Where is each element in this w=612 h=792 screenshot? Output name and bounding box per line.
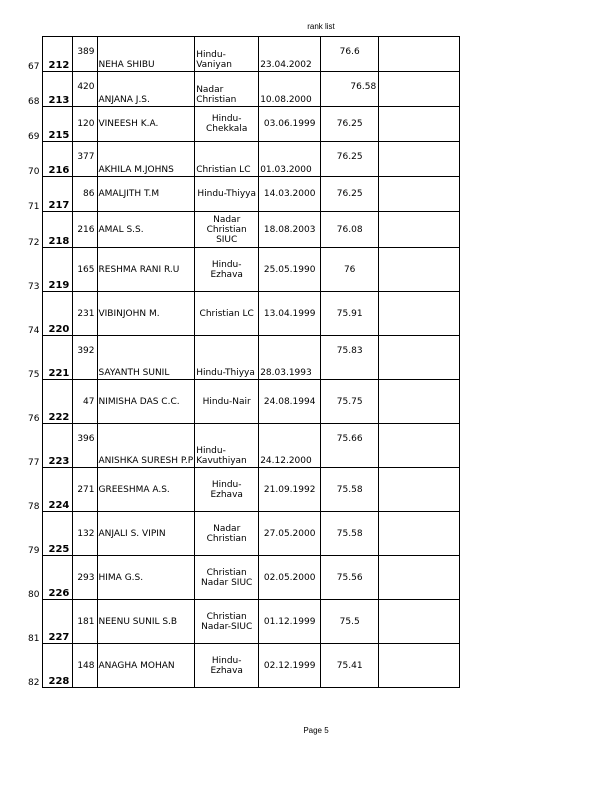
category: Hindu-Ezhava xyxy=(195,468,259,512)
serial-number: 81 xyxy=(28,633,40,644)
application-number: 181 xyxy=(72,600,97,644)
table-row xyxy=(20,556,460,600)
empty-cell xyxy=(379,336,460,380)
empty-cell xyxy=(379,177,460,212)
date-of-birth: 24.12.2000 xyxy=(259,424,321,468)
date-of-birth: 23.04.2002 xyxy=(259,37,321,72)
candidate-name: NEENU SUNIL S.B xyxy=(97,600,195,644)
rank-number: 213 xyxy=(42,72,72,107)
table-row xyxy=(20,424,460,468)
application-number: 396 xyxy=(72,424,97,468)
empty-cell xyxy=(379,512,460,556)
table-row xyxy=(20,600,460,644)
candidate-name: AMALJITH T.M xyxy=(97,177,195,212)
candidate-name: AKHILA M.JOHNS xyxy=(97,142,195,177)
serial-number: 73 xyxy=(28,281,40,292)
table-row xyxy=(20,212,460,248)
table-row xyxy=(20,336,460,380)
score: 75.58 xyxy=(321,512,379,556)
table-row xyxy=(20,72,460,107)
candidate-name: HIMA G.S. xyxy=(97,556,195,600)
candidate-name: VINEESH K.A. xyxy=(97,107,195,142)
table-row xyxy=(20,380,460,424)
candidate-name: AMAL S.S. xyxy=(97,212,195,248)
empty-cell xyxy=(379,292,460,336)
score: 75.66 xyxy=(321,424,379,468)
empty-cell xyxy=(379,556,460,600)
category: Nadar Christian xyxy=(195,512,259,556)
score: 76 xyxy=(321,248,379,292)
application-number: 47 xyxy=(72,380,97,424)
application-number: 148 xyxy=(72,644,97,688)
candidate-name: GREESHMA A.S. xyxy=(97,468,195,512)
date-of-birth: 01.03.2000 xyxy=(259,142,321,177)
empty-cell xyxy=(379,380,460,424)
candidate-name: SAYANTH SUNIL xyxy=(97,336,195,380)
application-number: 120 xyxy=(72,107,97,142)
category: Hindu-Thiyya xyxy=(195,336,259,380)
date-of-birth: 03.06.1999 xyxy=(259,107,321,142)
rank-number: 219 xyxy=(42,248,72,292)
application-number: 271 xyxy=(72,468,97,512)
empty-cell xyxy=(379,248,460,292)
category: Nadar Christian xyxy=(195,72,259,107)
rank-number: 215 xyxy=(42,107,72,142)
page-footer: Page 5 xyxy=(303,726,329,735)
score: 76.6 xyxy=(321,37,379,72)
category: Hindu-Thiyya xyxy=(195,177,259,212)
empty-cell xyxy=(379,212,460,248)
empty-cell xyxy=(379,644,460,688)
application-number: 86 xyxy=(72,177,97,212)
application-number: 420 xyxy=(72,72,97,107)
score: 76.25 xyxy=(321,142,379,177)
rank-number: 224 xyxy=(42,468,72,512)
table-row xyxy=(20,248,460,292)
table-row xyxy=(20,644,460,688)
serial-number: 74 xyxy=(28,325,40,336)
score: 75.91 xyxy=(321,292,379,336)
serial-number: 75 xyxy=(28,369,40,380)
category: Hindu-Ezhava xyxy=(195,248,259,292)
score: 76.58 xyxy=(321,72,379,107)
application-number: 293 xyxy=(72,556,97,600)
table-row xyxy=(20,37,460,72)
score: 75.56 xyxy=(321,556,379,600)
serial-number: 72 xyxy=(28,237,40,248)
date-of-birth: 02.12.1999 xyxy=(259,644,321,688)
table-row xyxy=(20,512,460,556)
application-number: 216 xyxy=(72,212,97,248)
empty-cell xyxy=(379,468,460,512)
rank-number: 221 xyxy=(42,336,72,380)
candidate-name: ANAGHA MOHAN xyxy=(97,644,195,688)
date-of-birth: 01.12.1999 xyxy=(259,600,321,644)
category: Hindu-Kavuthiyan xyxy=(195,424,259,468)
table-row xyxy=(20,292,460,336)
page-header: rank list xyxy=(307,22,335,31)
category: Hindu-Chekkala xyxy=(195,107,259,142)
rank-number: 220 xyxy=(42,292,72,336)
category: Christian LC xyxy=(195,142,259,177)
table-row xyxy=(20,468,460,512)
rank-number: 223 xyxy=(42,424,72,468)
candidate-name: NEHA SHIBU xyxy=(97,37,195,72)
serial-number: 80 xyxy=(28,589,40,600)
score: 76.25 xyxy=(321,107,379,142)
application-number: 132 xyxy=(72,512,97,556)
score: 76.08 xyxy=(321,212,379,248)
application-number: 392 xyxy=(72,336,97,380)
score: 75.75 xyxy=(321,380,379,424)
category: Hindu-Ezhava xyxy=(195,644,259,688)
rank-number: 228 xyxy=(42,644,72,688)
rank-number: 216 xyxy=(42,142,72,177)
serial-number: 78 xyxy=(28,501,40,512)
serial-number: 79 xyxy=(28,545,40,556)
serial-number: 68 xyxy=(28,96,40,107)
table-row xyxy=(20,107,460,142)
date-of-birth: 24.08.1994 xyxy=(259,380,321,424)
category: Christian Nadar-SIUC xyxy=(195,600,259,644)
empty-cell xyxy=(379,107,460,142)
application-number: 165 xyxy=(72,248,97,292)
empty-cell xyxy=(379,424,460,468)
table-row xyxy=(20,177,460,212)
score: 75.41 xyxy=(321,644,379,688)
score: 75.83 xyxy=(321,336,379,380)
date-of-birth: 21.09.1992 xyxy=(259,468,321,512)
date-of-birth: 25.05.1990 xyxy=(259,248,321,292)
rank-number: 217 xyxy=(42,177,72,212)
date-of-birth: 18.08.2003 xyxy=(259,212,321,248)
empty-cell xyxy=(379,142,460,177)
date-of-birth: 14.03.2000 xyxy=(259,177,321,212)
serial-number: 70 xyxy=(28,166,40,177)
category: Christian LC xyxy=(195,292,259,336)
serial-number: 67 xyxy=(28,61,40,72)
rank-list-table xyxy=(20,36,460,688)
candidate-name: RESHMA RANI R.U xyxy=(97,248,195,292)
application-number: 231 xyxy=(72,292,97,336)
date-of-birth: 10.08.2000 xyxy=(259,72,321,107)
serial-number: 69 xyxy=(28,131,40,142)
serial-number: 76 xyxy=(28,413,40,424)
date-of-birth: 13.04.1999 xyxy=(259,292,321,336)
candidate-name: VIBINJOHN M. xyxy=(97,292,195,336)
score: 76.25 xyxy=(321,177,379,212)
empty-cell xyxy=(379,72,460,107)
candidate-name: ANJALI S. VIPIN xyxy=(97,512,195,556)
score: 75.5 xyxy=(321,600,379,644)
candidate-name: ANJANA J.S. xyxy=(97,72,195,107)
application-number: 377 xyxy=(72,142,97,177)
rank-number: 222 xyxy=(42,380,72,424)
serial-number: 71 xyxy=(28,201,40,212)
serial-number: 82 xyxy=(28,677,40,688)
rank-number: 226 xyxy=(42,556,72,600)
category: Hindu-Nair xyxy=(195,380,259,424)
empty-cell xyxy=(379,37,460,72)
category: Hindu-Vaniyan xyxy=(195,37,259,72)
date-of-birth: 27.05.2000 xyxy=(259,512,321,556)
empty-cell xyxy=(379,600,460,644)
category: Nadar Christian SIUC xyxy=(195,212,259,248)
rank-number: 218 xyxy=(42,212,72,248)
table-row xyxy=(20,142,460,177)
candidate-name: NIMISHA DAS C.C. xyxy=(97,380,195,424)
score: 75.58 xyxy=(321,468,379,512)
rank-number: 227 xyxy=(42,600,72,644)
serial-number: 77 xyxy=(28,457,40,468)
category: Christian Nadar SIUC xyxy=(195,556,259,600)
application-number: 389 xyxy=(72,37,97,72)
rank-number: 212 xyxy=(42,37,72,72)
rank-number: 225 xyxy=(42,512,72,556)
candidate-name: ANISHKA SURESH P.P xyxy=(97,424,195,468)
date-of-birth: 02.05.2000 xyxy=(259,556,321,600)
date-of-birth: 28.03.1993 xyxy=(259,336,321,380)
